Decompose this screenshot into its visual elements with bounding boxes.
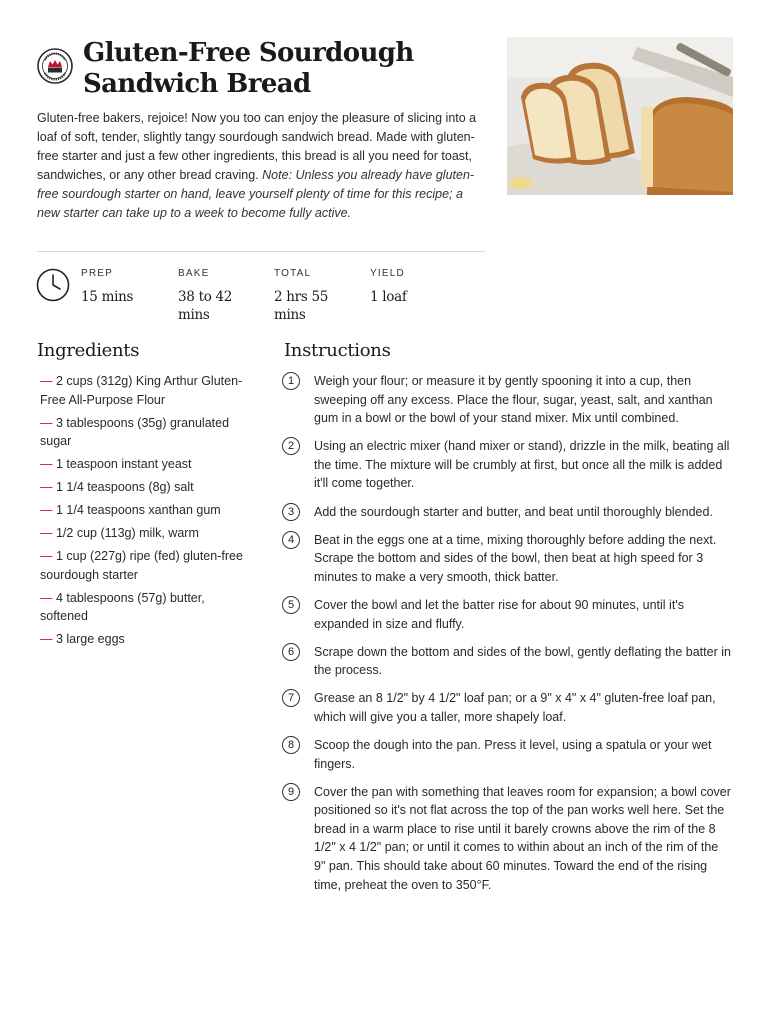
ingredient-item bbox=[40, 414, 255, 451]
dash: — bbox=[40, 503, 53, 517]
ingredient-item bbox=[40, 501, 255, 520]
instruction-step bbox=[282, 503, 732, 522]
instruction-step bbox=[282, 437, 732, 493]
step-text: Cover the bowl and let the batter rise for about 90 minutes, until it's expanded in size and fluffy. bbox=[314, 597, 684, 631]
step-text: Add the sourdough starter and butter, and beat until thoroughly blended. bbox=[314, 504, 713, 519]
dash: — bbox=[40, 415, 53, 430]
stat-label: PREP bbox=[81, 268, 114, 279]
step-text: Grease an 8 1/2" by 4 1/2" loaf pan; or a 9" x 4" x 4" gluten-free loaf pan, which will give you a taller, more shapely loaf. bbox=[314, 691, 716, 724]
ingredient-item bbox=[40, 630, 255, 649]
recipe-intro bbox=[37, 109, 487, 223]
sliced-bread-photo bbox=[507, 37, 733, 195]
instruction-step bbox=[282, 596, 732, 633]
ingredient-text: 2 cups (312g) King Arthur Gluten-Free All-Purpose Flour bbox=[40, 374, 243, 407]
dash: — bbox=[40, 632, 53, 646]
ingredient-item bbox=[40, 547, 255, 584]
recipe-title bbox=[83, 38, 483, 100]
step-number: 7 bbox=[282, 689, 300, 707]
ingredient-item bbox=[40, 524, 255, 543]
step-text: Beat in the eggs one at a time, mixing thoroughly before adding the next. Scrape the bottom and sides of the bowl, then beat at high speed for 3 minutes to make a very smooth, thick batter. bbox=[314, 532, 717, 584]
stat-bake bbox=[178, 268, 248, 324]
ingredient-item bbox=[40, 478, 255, 497]
recipe-title-line1: Gluten-Free Sourdough bbox=[83, 38, 414, 68]
stat-value: 38 to 42 mins bbox=[178, 289, 233, 323]
step-text: Scoop the dough into the pan. Press it level, using a spatula or your wet fingers. bbox=[314, 738, 712, 771]
step-text: Weigh your flour; or measure it by gently spooning it into a cup, then sweeping off any excess. Place the flour, sugar, yeast, salt, and xanthan gum in a bowl or the bowl of your stand mixer. Mix until combined. bbox=[314, 374, 713, 426]
stat-value: 2 hrs 55 mins bbox=[274, 289, 329, 323]
step-number: 1 bbox=[282, 372, 300, 390]
instruction-step bbox=[282, 736, 732, 773]
dash: — bbox=[40, 457, 53, 471]
step-number: 3 bbox=[282, 503, 300, 521]
dash: — bbox=[40, 526, 53, 540]
ingredient-item bbox=[40, 589, 255, 626]
step-number: 6 bbox=[282, 643, 300, 661]
recipe-title-line2: Sandwich Bread bbox=[83, 69, 311, 99]
stat-label: BAKE bbox=[178, 268, 210, 279]
instruction-step bbox=[282, 689, 732, 726]
stat-yield bbox=[370, 268, 460, 306]
ingredient-text: 1 1/4 teaspoons xanthan gum bbox=[55, 503, 221, 517]
stat-value: 15 mins bbox=[81, 289, 134, 305]
ingredient-text: 1/2 cup (113g) milk, warm bbox=[55, 526, 199, 540]
instructions-heading: Instructions bbox=[284, 340, 391, 361]
stat-total bbox=[274, 268, 344, 324]
ingredient-text: 4 tablespoons (57g) butter, softened bbox=[40, 590, 205, 623]
stat-prep bbox=[81, 268, 171, 306]
stat-value: 1 loaf bbox=[370, 289, 407, 305]
ingredient-text: 1 teaspoon instant yeast bbox=[55, 457, 192, 471]
intro-text: Gluten-free bakers, rejoice! Now you too can enjoy the pleasure of slicing into a loaf of soft, tender, slightly tangy sourdough sandwich bread. Made with gluten-free starter and just a few other ingredients, this bread is all you need for toast, sandwiches, or any other bread craving. bbox=[37, 111, 477, 182]
ingredient-text: 1 1/4 teaspoons (8g) salt bbox=[55, 480, 194, 494]
step-text: Scrape down the bottom and sides of the bowl, gently deflating the batter in the process. bbox=[314, 644, 731, 678]
dash: — bbox=[40, 480, 53, 494]
step-number: 8 bbox=[282, 736, 300, 754]
divider bbox=[37, 251, 485, 252]
dash: — bbox=[40, 374, 53, 388]
ingredient-text: 3 tablespoons (35g) granulated sugar bbox=[40, 415, 230, 448]
instruction-step bbox=[282, 531, 732, 587]
instruction-step bbox=[282, 372, 732, 428]
clock-icon bbox=[36, 268, 70, 302]
stat-label: YIELD bbox=[370, 268, 405, 279]
step-number: 5 bbox=[282, 596, 300, 614]
ingredient-item bbox=[40, 372, 255, 409]
ingredients-list bbox=[40, 372, 255, 653]
ingredients-heading: Ingredients bbox=[37, 340, 140, 361]
ingredient-text: 3 large eggs bbox=[55, 632, 125, 646]
instruction-step bbox=[282, 783, 732, 895]
king-arthur-seal-icon bbox=[37, 48, 73, 84]
instructions-list bbox=[282, 372, 732, 904]
step-text: Cover the pan with something that leaves room for expansion; a bowl cover positioned so it's not flat across the top of the pan works well here. Set the bread in a warm place to rise until it barely crowns above the rim of the 8 1/2" x 4 1/2" pan; or until it comes to within about an inch of the rim of the 9" pan. This should take about 60 minutes. Toward the end of the rising time, preheat the oven to 350°F. bbox=[314, 784, 731, 892]
step-number: 4 bbox=[282, 531, 300, 549]
step-number: 2 bbox=[282, 437, 300, 455]
dash: — bbox=[40, 549, 53, 563]
stat-label: TOTAL bbox=[274, 268, 312, 279]
step-number: 9 bbox=[282, 783, 300, 801]
dash: — bbox=[40, 590, 53, 605]
ingredient-item bbox=[40, 455, 255, 474]
instruction-step bbox=[282, 643, 732, 680]
intro-note: Note: Unless you already have gluten-free sourdough starter on hand, leave yourself plenty of time for this recipe; a new starter can take up to a week to become fully active. bbox=[37, 168, 475, 220]
ingredient-text: 1 cup (227g) ripe (fed) gluten-free sourdough starter bbox=[40, 549, 243, 582]
step-text: Using an electric mixer (hand mixer or stand), drizzle in the milk, beating all the time. The mixture will be crumbly at first, but once all the milk is added it'll come together. bbox=[314, 439, 730, 491]
